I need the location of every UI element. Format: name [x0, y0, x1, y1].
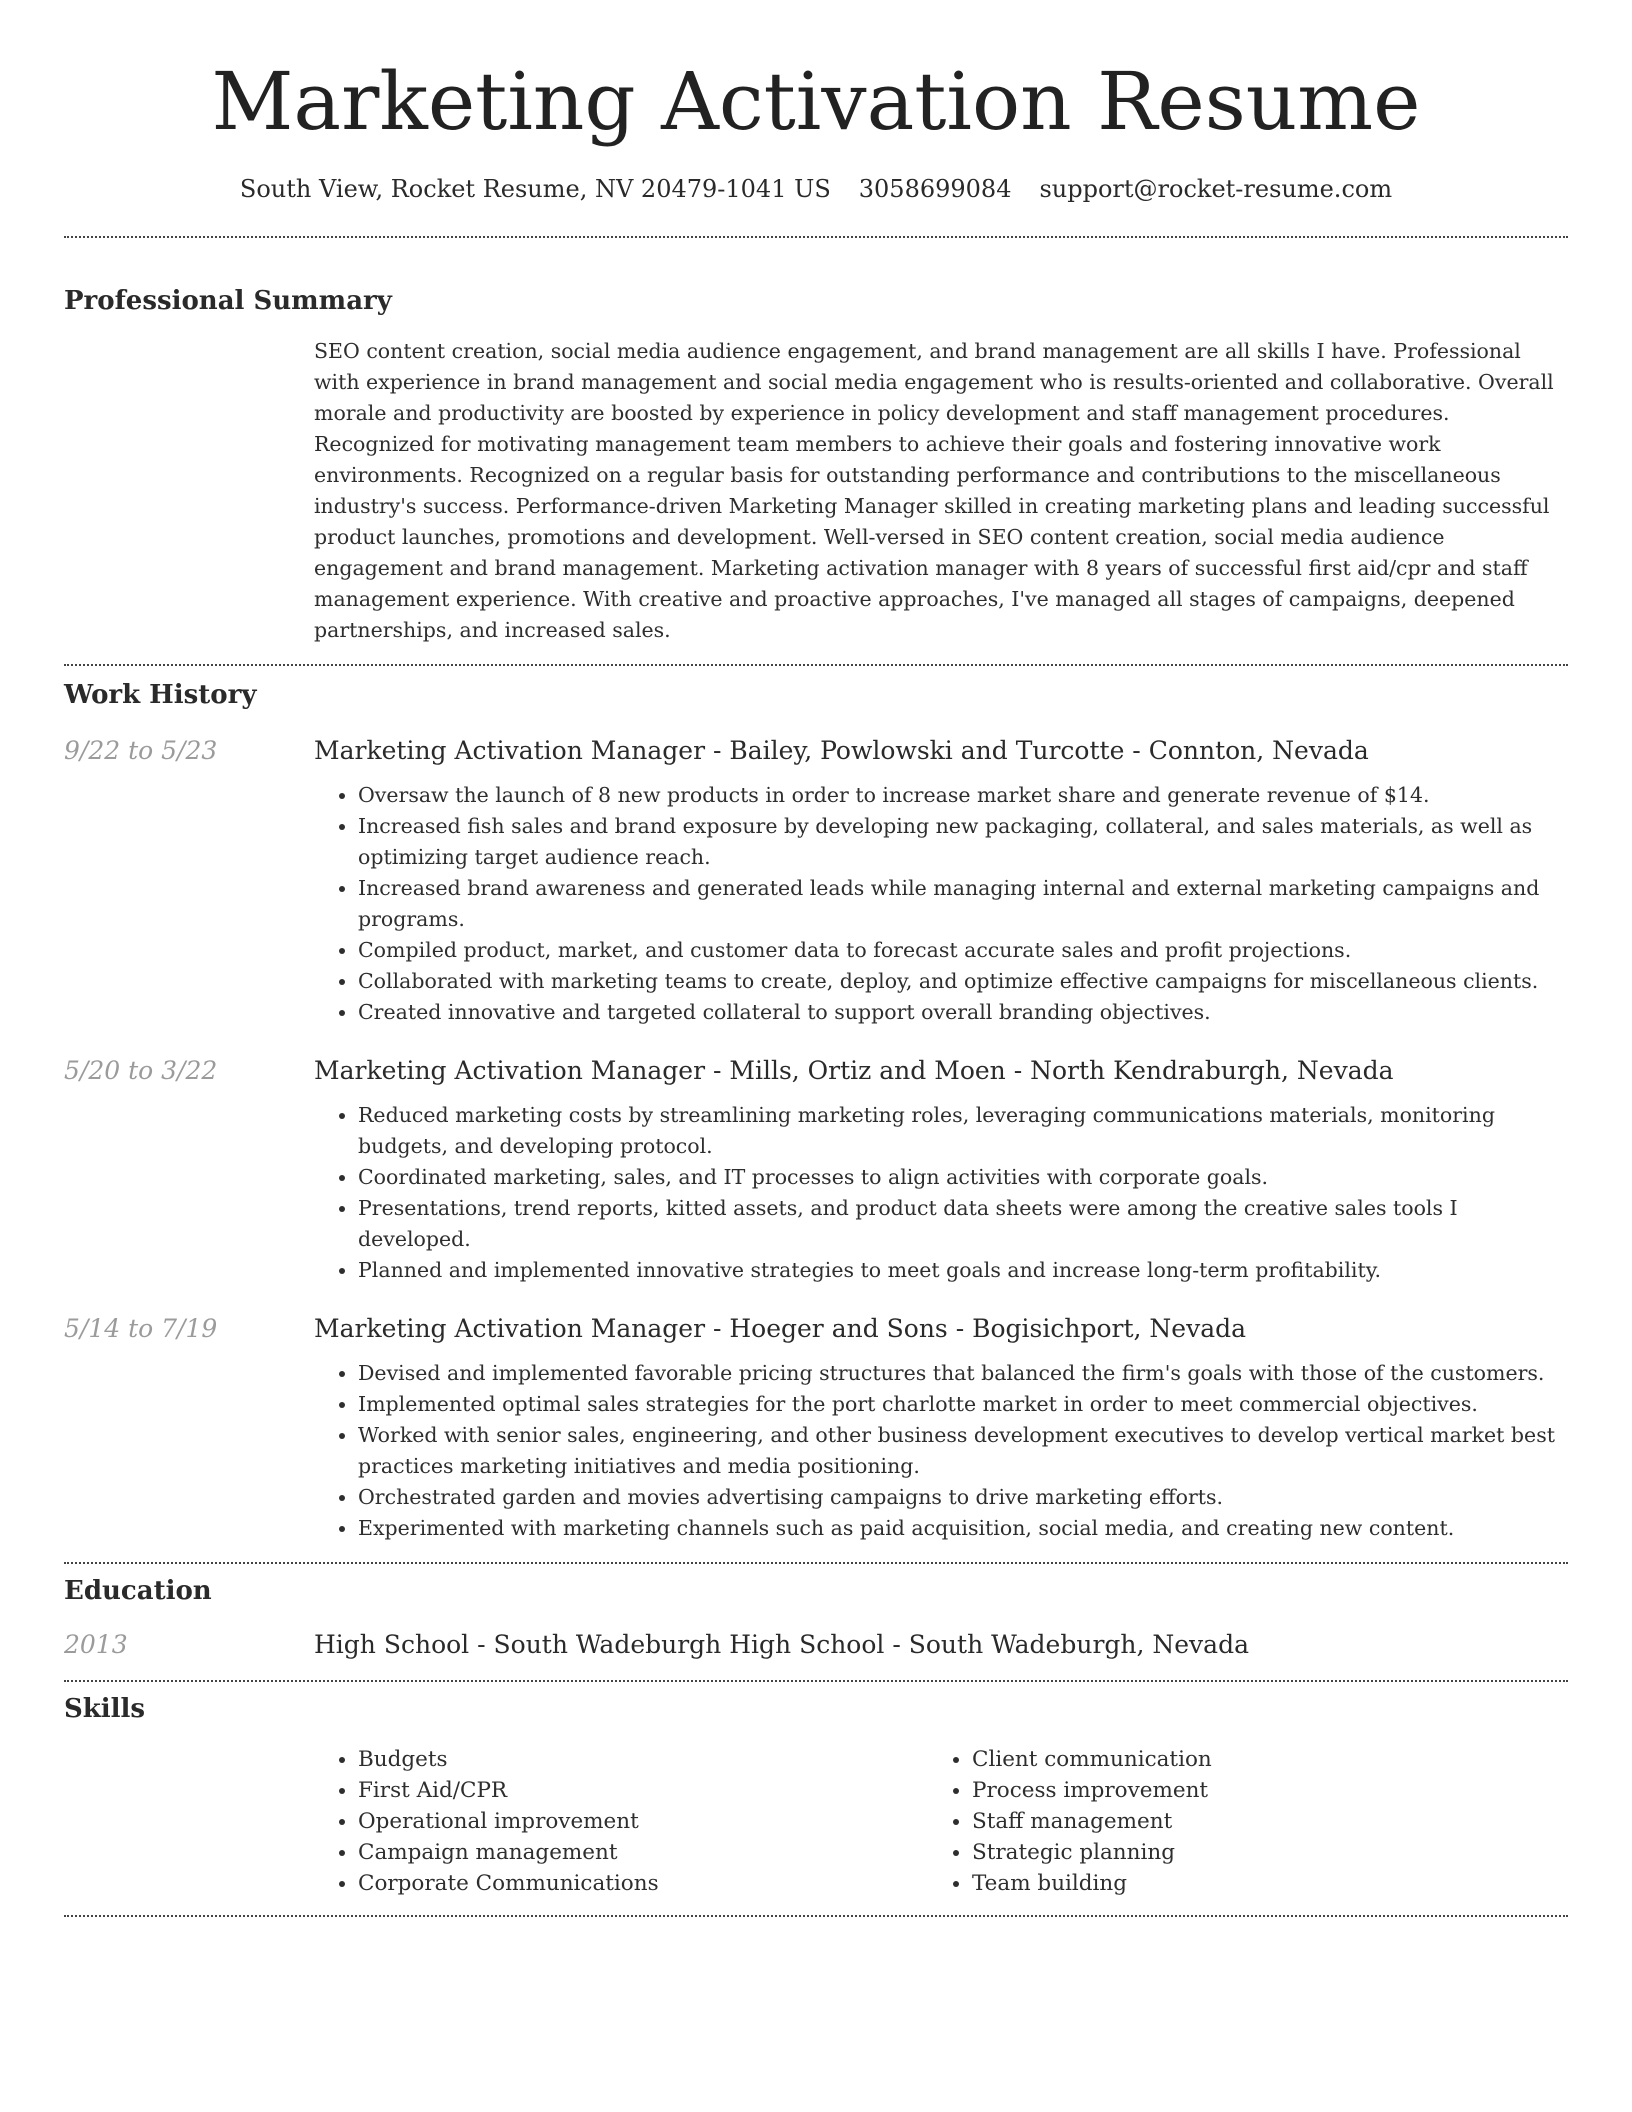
contact-email: support@rocket-resume.com — [1039, 175, 1393, 203]
list-item: • Orchestrated garden and movies advertising campaigns to drive marketing efforts. — [358, 1482, 1568, 1513]
job-entry — [64, 734, 1568, 1028]
skills-list-left — [314, 1744, 928, 1899]
job-title: Marketing Activation Manager - Bailey, Powlowski and Turcotte - Connton, Nevada — [314, 736, 1369, 765]
list-item: • Devised and implemented favorable pricing structures that balanced the firm's goals with those of the customers. — [358, 1358, 1568, 1389]
skill-item: • Team building — [972, 1868, 1532, 1899]
skills-section — [64, 1682, 1568, 1899]
list-item: • Coordinated marketing, sales, and IT processes to align activities with corporate goals. — [358, 1162, 1568, 1193]
job-dates: 9/22 to 5/23 — [64, 736, 218, 765]
contact-phone: 3058699084 — [858, 175, 1012, 203]
education-year: 2013 — [64, 1630, 128, 1659]
work-history-heading: Work History — [64, 680, 257, 710]
summary-heading: Professional Summary — [64, 286, 392, 316]
skills-list-right — [928, 1744, 1532, 1899]
job-dates: 5/20 to 3/22 — [64, 1056, 218, 1085]
job-bullets — [314, 1358, 1568, 1544]
section-divider — [64, 1915, 1568, 1917]
resume-title: Marketing Activation Resume — [211, 55, 1421, 148]
skills-grid — [314, 1744, 1568, 1899]
skill-item: • Campaign management — [358, 1837, 928, 1868]
list-item: • Reduced marketing costs by streamlining marketing roles, leveraging communications materials, monitoring budgets, and developing protocol. — [358, 1100, 1568, 1162]
list-item: • Worked with senior sales, engineering, and other business development executives to develop vertical market best practices marketing initiatives and media positioning. — [358, 1420, 1568, 1482]
skill-item: • Process improvement — [972, 1775, 1532, 1806]
skill-item: • Strategic planning — [972, 1837, 1532, 1868]
summary-section — [64, 238, 1568, 646]
summary-text: SEO content creation, social media audience engagement, and brand management are all skills I have. Professional with experience in brand management and social media engagement who is results-oriented and collaborative. Overall morale and productivity are boosted by experience in policy development and staff management procedures. Recognized for motivating management team members to achieve their goals and fostering innovative work environments. Recognized on a regular basis for outstanding performance and contributions to the miscellaneous industry's success. Performance-driven Marketing Manager skilled in creating marketing plans and leading successful product launches, promotions and development. Well-versed in SEO content creation, social media audience engagement and brand management. Marketing activation manager with 8 years of successful first aid/cpr and staff management experience. With creative and proactive approaches, I've managed all stages of campaigns, deepened partnerships, and increased sales. — [314, 339, 1554, 642]
skill-item: • Budgets — [358, 1744, 928, 1775]
list-item: • Oversaw the launch of 8 new products in order to increase market share and generate revenue of $14. — [358, 780, 1568, 811]
contact-address: South View, Rocket Resume, NV 20479-1041 US — [239, 175, 831, 203]
skill-item: • Staff management — [972, 1806, 1532, 1837]
list-item: • Experimented with marketing channels such as paid acquisition, social media, and creating new content. — [358, 1513, 1568, 1544]
skill-item: • Client communication — [972, 1744, 1532, 1775]
skill-item: • Operational improvement — [358, 1806, 928, 1837]
list-item: • Planned and implemented innovative strategies to meet goals and increase long-term profitability. — [358, 1255, 1568, 1286]
education-entry: High School - South Wadeburgh High School - South Wadeburgh, Nevada — [314, 1630, 1249, 1659]
education-heading: Education — [64, 1576, 212, 1606]
skills-heading: Skills — [64, 1694, 146, 1724]
job-bullets — [314, 780, 1568, 1028]
job-bullets — [314, 1100, 1568, 1286]
job-dates: 5/14 to 7/19 — [64, 1314, 218, 1343]
work-history-section — [64, 666, 1568, 1544]
list-item: • Implemented optimal sales strategies for the port charlotte market in order to meet commercial objectives. — [358, 1389, 1568, 1420]
job-title: Marketing Activation Manager - Hoeger and Sons - Bogisichport, Nevada — [314, 1314, 1247, 1343]
list-item: • Presentations, trend reports, kitted assets, and product data sheets were among the creative sales tools I developed. — [358, 1193, 1568, 1255]
list-item: • Created innovative and targeted collateral to support overall branding objectives. — [358, 997, 1568, 1028]
list-item: • Increased brand awareness and generated leads while managing internal and external marketing campaigns and programs. — [358, 873, 1568, 935]
skill-item: • First Aid/CPR — [358, 1775, 928, 1806]
list-item: • Increased fish sales and brand exposure by developing new packaging, collateral, and sales materials, as well as optimizing target audience reach. — [358, 811, 1568, 873]
job-entry — [64, 1054, 1568, 1286]
contact-line — [64, 172, 1568, 206]
job-entry — [64, 1312, 1568, 1544]
education-section — [64, 1564, 1568, 1662]
list-item: • Compiled product, market, and customer data to forecast accurate sales and profit projections. — [358, 935, 1568, 966]
skill-item: • Corporate Communications — [358, 1868, 928, 1899]
list-item: • Collaborated with marketing teams to create, deploy, and optimize effective campaigns for miscellaneous clients. — [358, 966, 1568, 997]
job-title: Marketing Activation Manager - Mills, Ortiz and Moen - North Kendraburgh, Nevada — [314, 1056, 1394, 1085]
